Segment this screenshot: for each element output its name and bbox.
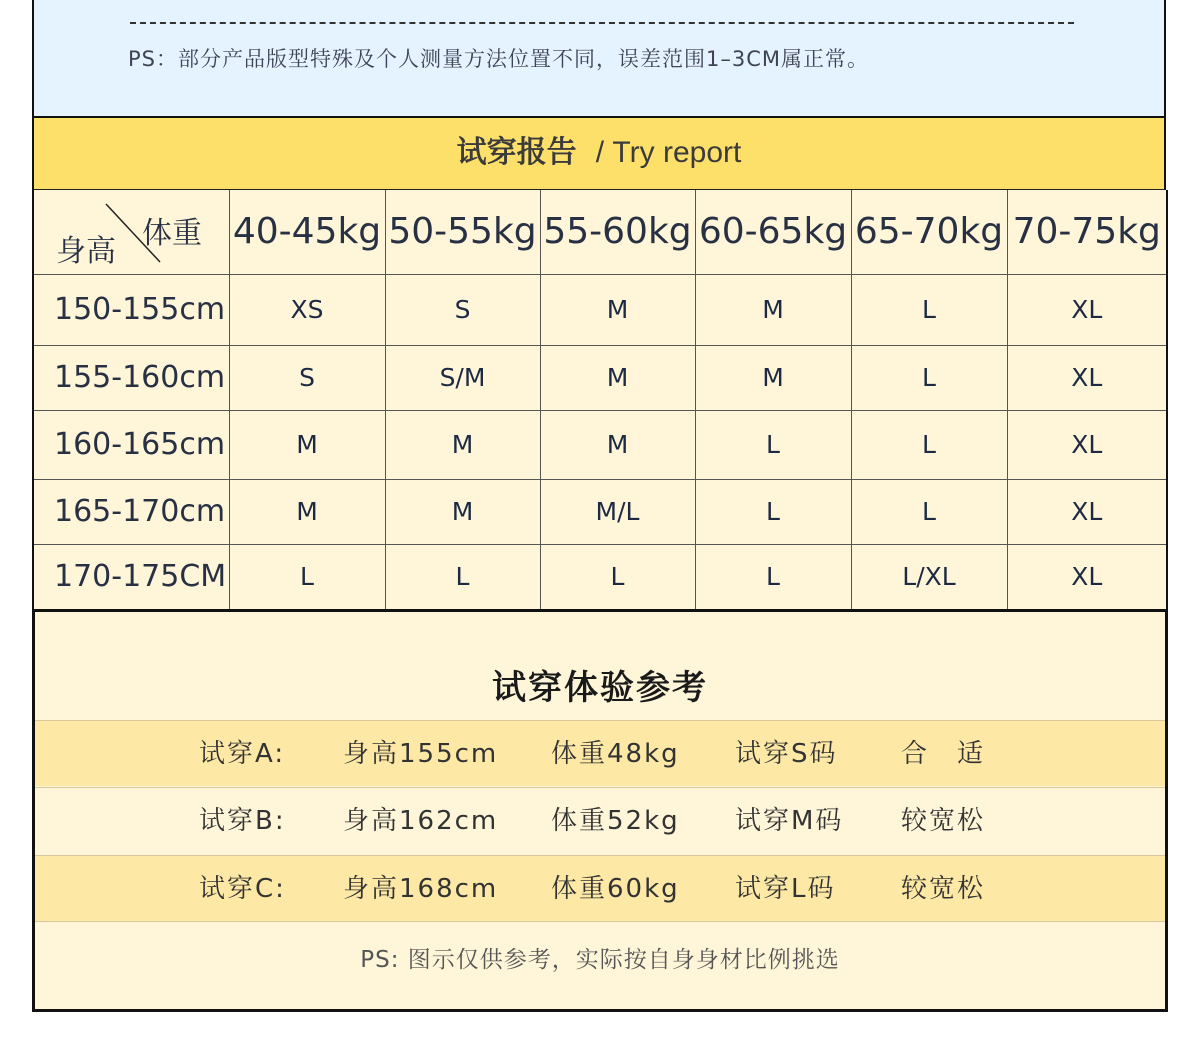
size-cell: M [540, 410, 695, 479]
size-cell: M [540, 345, 695, 410]
trial-size: 试穿L码 [735, 874, 836, 904]
size-cell: L [851, 274, 1007, 345]
size-cell: M [385, 410, 540, 479]
size-cell: L [695, 544, 851, 610]
trial-size: 试穿S码 [735, 739, 838, 769]
table-row [33, 345, 1167, 410]
trial-row [35, 787, 1165, 853]
size-table [32, 190, 1168, 612]
height-cell: 155-160cm [33, 345, 229, 410]
size-cell: L [695, 479, 851, 544]
size-cell: M [229, 410, 385, 479]
trial-height: 身高168cm [343, 874, 499, 904]
table-row [33, 410, 1167, 479]
size-cell: L [540, 544, 695, 610]
size-cell: XL [1007, 274, 1167, 345]
trial-fit: 较宽松 [901, 874, 986, 904]
weight-header: 65-70kg [851, 190, 1007, 274]
size-cell: M [540, 274, 695, 345]
table-row [33, 544, 1167, 610]
size-cell: M/L [540, 479, 695, 544]
trial-size: 试穿M码 [735, 806, 844, 836]
weight-header: 70-75kg [1007, 190, 1167, 274]
size-cell: M [385, 479, 540, 544]
height-cell: 170-175CM [33, 544, 229, 610]
size-cell: L [229, 544, 385, 610]
dashed-divider [130, 22, 1074, 24]
trial-weight: 体重48kg [551, 739, 680, 769]
size-cell: L [851, 479, 1007, 544]
measurement-note-text: PS：部分产品版型特殊及个人测量方法位置不同，误差范围1–3CM属正常。 [128, 47, 869, 71]
size-cell: L/XL [851, 544, 1007, 610]
size-cell: M [695, 274, 851, 345]
weight-header: 50-55kg [385, 190, 540, 274]
size-cell: S [385, 274, 540, 345]
trial-weight: 体重52kg [551, 806, 680, 836]
trial-fit: 合 适 [901, 739, 986, 769]
size-cell: L [385, 544, 540, 610]
trial-height: 身高162cm [343, 806, 499, 836]
size-table-header-row [33, 190, 1167, 274]
try-report-title-en: / Try report [595, 136, 742, 169]
height-cell: 165-170cm [33, 479, 229, 544]
measurement-note-panel [32, 0, 1166, 116]
size-cell: S/M [385, 345, 540, 410]
size-cell: XL [1007, 410, 1167, 479]
height-cell: 150-155cm [33, 274, 229, 345]
size-cell: M [229, 479, 385, 544]
size-cell: L [851, 345, 1007, 410]
corner-height-label: 身高 [56, 234, 116, 269]
size-cell: XL [1007, 479, 1167, 544]
trial-height: 身高155cm [343, 739, 499, 769]
trial-footnote: PS: 图示仅供参考，实际按自身身材比例挑选 [35, 921, 1165, 1012]
size-cell: L [851, 410, 1007, 479]
trial-experience-panel [32, 610, 1168, 1012]
try-report-title-cn: 试穿报告 [456, 135, 577, 170]
corner-weight-label: 体重 [142, 216, 202, 251]
trial-experience-title: 试穿体验参考 [492, 668, 708, 708]
size-cell: M [695, 345, 851, 410]
size-table-corner-cell [33, 190, 229, 274]
size-cell: XS [229, 274, 385, 345]
table-row [33, 479, 1167, 544]
trial-label: 试穿A: [199, 739, 286, 769]
trial-fit: 较宽松 [901, 806, 986, 836]
trial-label: 试穿C: [199, 874, 286, 904]
table-row [33, 274, 1167, 345]
trial-row [35, 720, 1165, 786]
size-cell: S [229, 345, 385, 410]
weight-header: 60-65kg [695, 190, 851, 274]
trial-label: 试穿B: [199, 806, 286, 836]
trial-row [35, 855, 1165, 921]
try-report-header [32, 116, 1166, 190]
size-cell: XL [1007, 544, 1167, 610]
height-cell: 160-165cm [33, 410, 229, 479]
trial-weight: 体重60kg [551, 874, 680, 904]
weight-header: 40-45kg [229, 190, 385, 274]
weight-header: 55-60kg [540, 190, 695, 274]
size-cell: L [695, 410, 851, 479]
size-cell: XL [1007, 345, 1167, 410]
